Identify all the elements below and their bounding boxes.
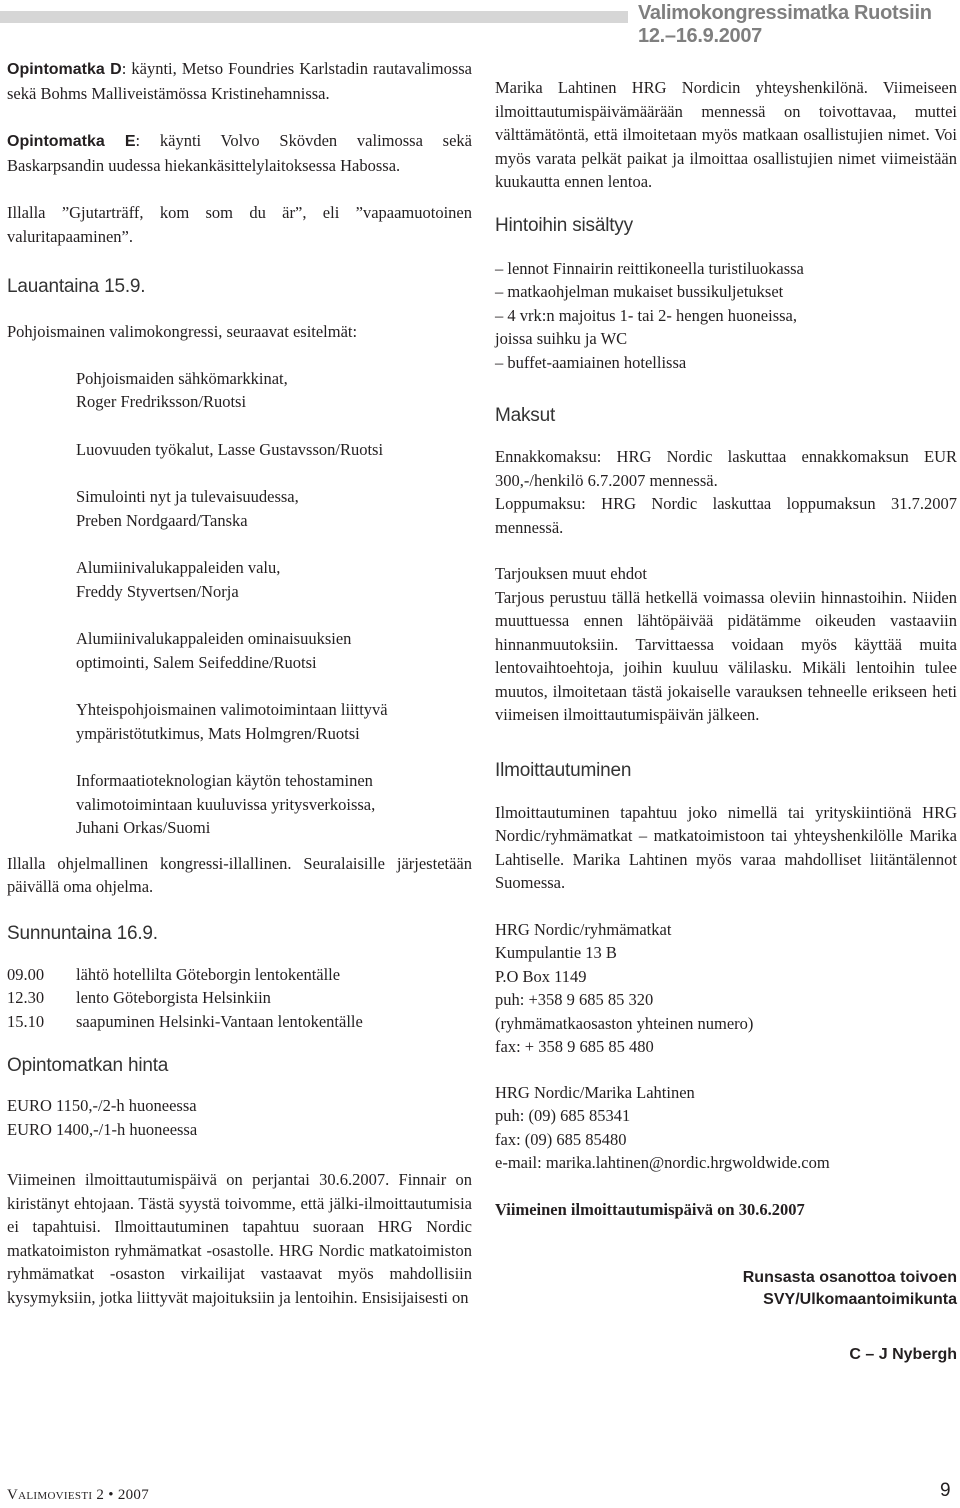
header-title <box>638 2 956 48</box>
offer-title: Tarjouksen muut ehdot <box>495 564 647 583</box>
contact-line: P.O Box 1149 <box>495 966 587 986</box>
talk-line: Simulointi nyt ja tulevaisuudessa, <box>76 487 299 506</box>
talk-item <box>76 438 472 462</box>
includes-heading: Hintoihin sisältyy <box>495 214 633 236</box>
trip-d-paragraph <box>7 57 472 105</box>
signature-line: Runsasta osanottoa toivoen <box>742 1269 957 1286</box>
talk-item <box>76 698 472 745</box>
schedule-time: 09.00 <box>7 964 45 984</box>
schedule-list <box>7 963 472 1034</box>
final-deadline: Viimeinen ilmoittautumispäivä on 30.6.2007 <box>495 1199 805 1219</box>
contact-group-office <box>495 918 957 1059</box>
talk-item <box>76 556 472 603</box>
talk-item <box>76 367 472 414</box>
signature-line: SVY/Ulkomaantoimikunta <box>763 1291 957 1308</box>
evening-gathering-text: Illalla ”Gjutarträff, kom som du är”, eli ”vapaamuotoinen valuritapaaminen”. <box>7 203 472 246</box>
price-line: EURO 1400,-/1-h huoneessa <box>7 1119 198 1139</box>
trip-d-lead: Opintomatka D <box>7 61 122 78</box>
contact-line: fax: + 358 9 685 85 480 <box>495 1037 654 1056</box>
talk-list <box>7 367 472 840</box>
talk-line: Preben Nordgaard/Tanska <box>76 510 248 530</box>
trip-e-paragraph <box>7 129 472 177</box>
talk-line: optimointi, Salem Seifeddine/Ruotsi <box>76 652 317 672</box>
includes-item: – buffet-aamiainen hotellissa <box>495 352 687 372</box>
trip-d-text: : käynti, Metso Foundries Karlstadin rautavalimossa sekä Bohms Malliveistämössa Kristinehamnissa. <box>7 59 472 103</box>
trip-e-text: : käynti Volvo Skövden valimossa sekä Baskarpsandin uudessa hiekankäsittelylaitoksessa Habossa. <box>7 131 472 175</box>
signature-name: C – J Nybergh <box>849 1346 957 1363</box>
header-rule <box>0 11 628 23</box>
includes-item: – lennot Finnairin reittikoneella turistiluokassa <box>495 258 804 278</box>
advance-payment-text: Ennakkomaksu: HRG Nordic laskuttaa ennakkomaksun EUR 300,-/henkilö 6.7.2007 mennessä. <box>495 447 957 490</box>
page-header <box>0 0 960 50</box>
congress-intro: Pohjoismainen valimokongressi, seuraavat esitelmät: <box>7 322 358 341</box>
schedule-text: lähtö hotellilta Göteborgin lentokentälle <box>76 964 341 984</box>
includes-item: – matkaohjelman mukaiset bussikuljetukset <box>495 282 784 301</box>
schedule-row <box>7 986 472 1010</box>
header-title-line1: Valimokongressimatka Ruotsiin <box>638 2 932 24</box>
contact-group-person <box>495 1081 957 1175</box>
schedule-row <box>7 963 472 987</box>
publication-name: Valimoviesti <box>7 1487 93 1503</box>
includes-item: joissa suihku ja WC <box>495 329 628 348</box>
includes-list <box>495 257 957 375</box>
schedule-text: lento Göteborgista Helsinkiin <box>76 988 271 1007</box>
contact-line: HRG Nordic/ryhmämatkat <box>495 919 672 939</box>
contact-line: puh: +358 9 685 85 320 <box>495 990 654 1009</box>
contact-line: fax: (09) 685 85480 <box>495 1129 627 1149</box>
fees-heading: Maksut <box>495 405 556 426</box>
talk-item <box>76 627 472 674</box>
final-payment-text: Loppumaksu: HRG Nordic laskuttaa loppumaksun 31.7.2007 mennessä. <box>495 494 957 537</box>
price-heading: Opintomatkan hinta <box>7 1055 169 1076</box>
schedule-time: 12.30 <box>7 988 45 1007</box>
saturday-heading: Lauantaina 15.9. <box>7 276 146 297</box>
deadline-paragraph: Viimeinen ilmoittautumispäivä on perjantai 30.6.2007. Finnair on kiristänyt ehtojaan. Tästä syystä toivomme, että jälki-ilmoittautumisia ei tapahtuisi. Ilmoittautuminen tapahtuu suoraan HRG Nordic matkatoimiston ryhmämatkat -osastolle. HRG Nordic matkatoimiston ryhmämatkat -osaston virkailijat vastaavat myös mahdollisiin kysymyksiin, jotka liittyvät majoituksiin ja lentoihin. Ensisijaisesti on <box>7 1170 472 1307</box>
contact-line: HRG Nordic/Marika Lahtinen <box>495 1082 695 1102</box>
contact-email: e-mail: marika.lahtinen@nordic.hrgwoldwide.com <box>495 1153 830 1172</box>
talk-line: Freddy Styvertsen/Norja <box>76 581 239 601</box>
talk-line: Yhteispohjoismainen valimotoimintaan liittyvä <box>76 700 388 719</box>
talk-line: Juhani Orkas/Suomi <box>76 818 211 837</box>
signature-block <box>495 1267 957 1366</box>
contact-line: puh: (09) 685 85341 <box>495 1106 631 1125</box>
footer-publication <box>7 1484 149 1508</box>
contact-line: Kumpulantie 13 B <box>495 943 617 962</box>
talk-line: ympäristötutkimus, Mats Holmgren/Ruotsi <box>76 723 360 743</box>
price-line: EURO 1150,-/2-h huoneessa <box>7 1096 197 1115</box>
schedule-row <box>7 1010 472 1034</box>
talk-line: Informaatioteknologian käytön tehostaminen <box>76 771 373 790</box>
talk-item <box>76 769 472 840</box>
talk-line: Alumiinivalukappaleiden ominaisuuksien <box>76 629 352 648</box>
evening-dinner-text: Illalla ohjelmallinen kongressi-illallinen. Seuralaisille järjestetään päivällä oma ohjelma. <box>7 853 472 896</box>
includes-item: – 4 vrk:n majoitus 1- tai 2- hengen huoneissa, <box>495 305 797 325</box>
talk-line: Pohjoismaiden sähkömarkkinat, <box>76 368 288 388</box>
talk-line: Luovuuden työkalut, Lasse Gustavsson/Ruotsi <box>76 439 384 459</box>
continuation-paragraph: Marika Lahtinen HRG Nordicin yhteyshenkilönä. Viimeiseen ilmoittautumispäivämäärään mennessä on toivottavaa, muttei välttämätöntä, että ilmoitetaan myös matkaan osallistujien nimet. Voi myös varata pelkät paikat ja ilmoittaa osallistujien nimet viimeistään kuukautta ennen lentoa. <box>495 78 957 191</box>
left-column <box>7 57 472 1309</box>
publication-issue: 2 • 2007 <box>96 1487 150 1503</box>
page-number: 9 <box>940 1480 951 1501</box>
schedule-time: 15.10 <box>7 1011 45 1031</box>
schedule-text: saapuminen Helsinki-Vantaan lentokentälle <box>76 1011 363 1031</box>
header-title-line2: 12.–16.9.2007 <box>638 25 763 47</box>
trip-e-lead: Opintomatka E <box>7 133 136 150</box>
offer-text: Tarjous perustuu tällä hetkellä voimassa oleviin hinnastoihin. Niiden muuttuessa ennen lähtöpäivää pidätämme oikeuden vastaaviin hinnanmuutoksiin. Tarvittaessa voidaan myös käyttää muita lentovaihtoehtoja, joihin kuuluu välilasku. Mikäli lentoihin tulee muutos, ilmoitetaan tästä jokaiselle varauksen tehneelle erikseen heti viimeisen ilmoittautumispäivän jälkeen. <box>495 587 957 724</box>
talk-item <box>76 485 472 532</box>
contact-line: (ryhmämatkaosaston yhteinen numero) <box>495 1013 754 1033</box>
talk-line: Roger Fredriksson/Ruotsi <box>76 392 247 411</box>
talk-line: Alumiinivalukappaleiden valu, <box>76 558 281 577</box>
sunday-heading: Sunnuntaina 16.9. <box>7 922 158 944</box>
talk-line: valimotoimintaan kuuluvissa yritysverkoissa, <box>76 794 376 814</box>
right-column <box>495 76 957 1366</box>
registration-text: Ilmoittautuminen tapahtuu joko nimellä tai yrityskiintiönä HRG Nordic/ryhmämatkat – matkatoimistoon tai yhteyshenkilölle Marika Lahtiselle. Marika Lahtinen myös varaa mahdolliset liitäntälennot Suomessa. <box>495 802 957 892</box>
registration-heading: Ilmoittautuminen <box>495 759 632 781</box>
